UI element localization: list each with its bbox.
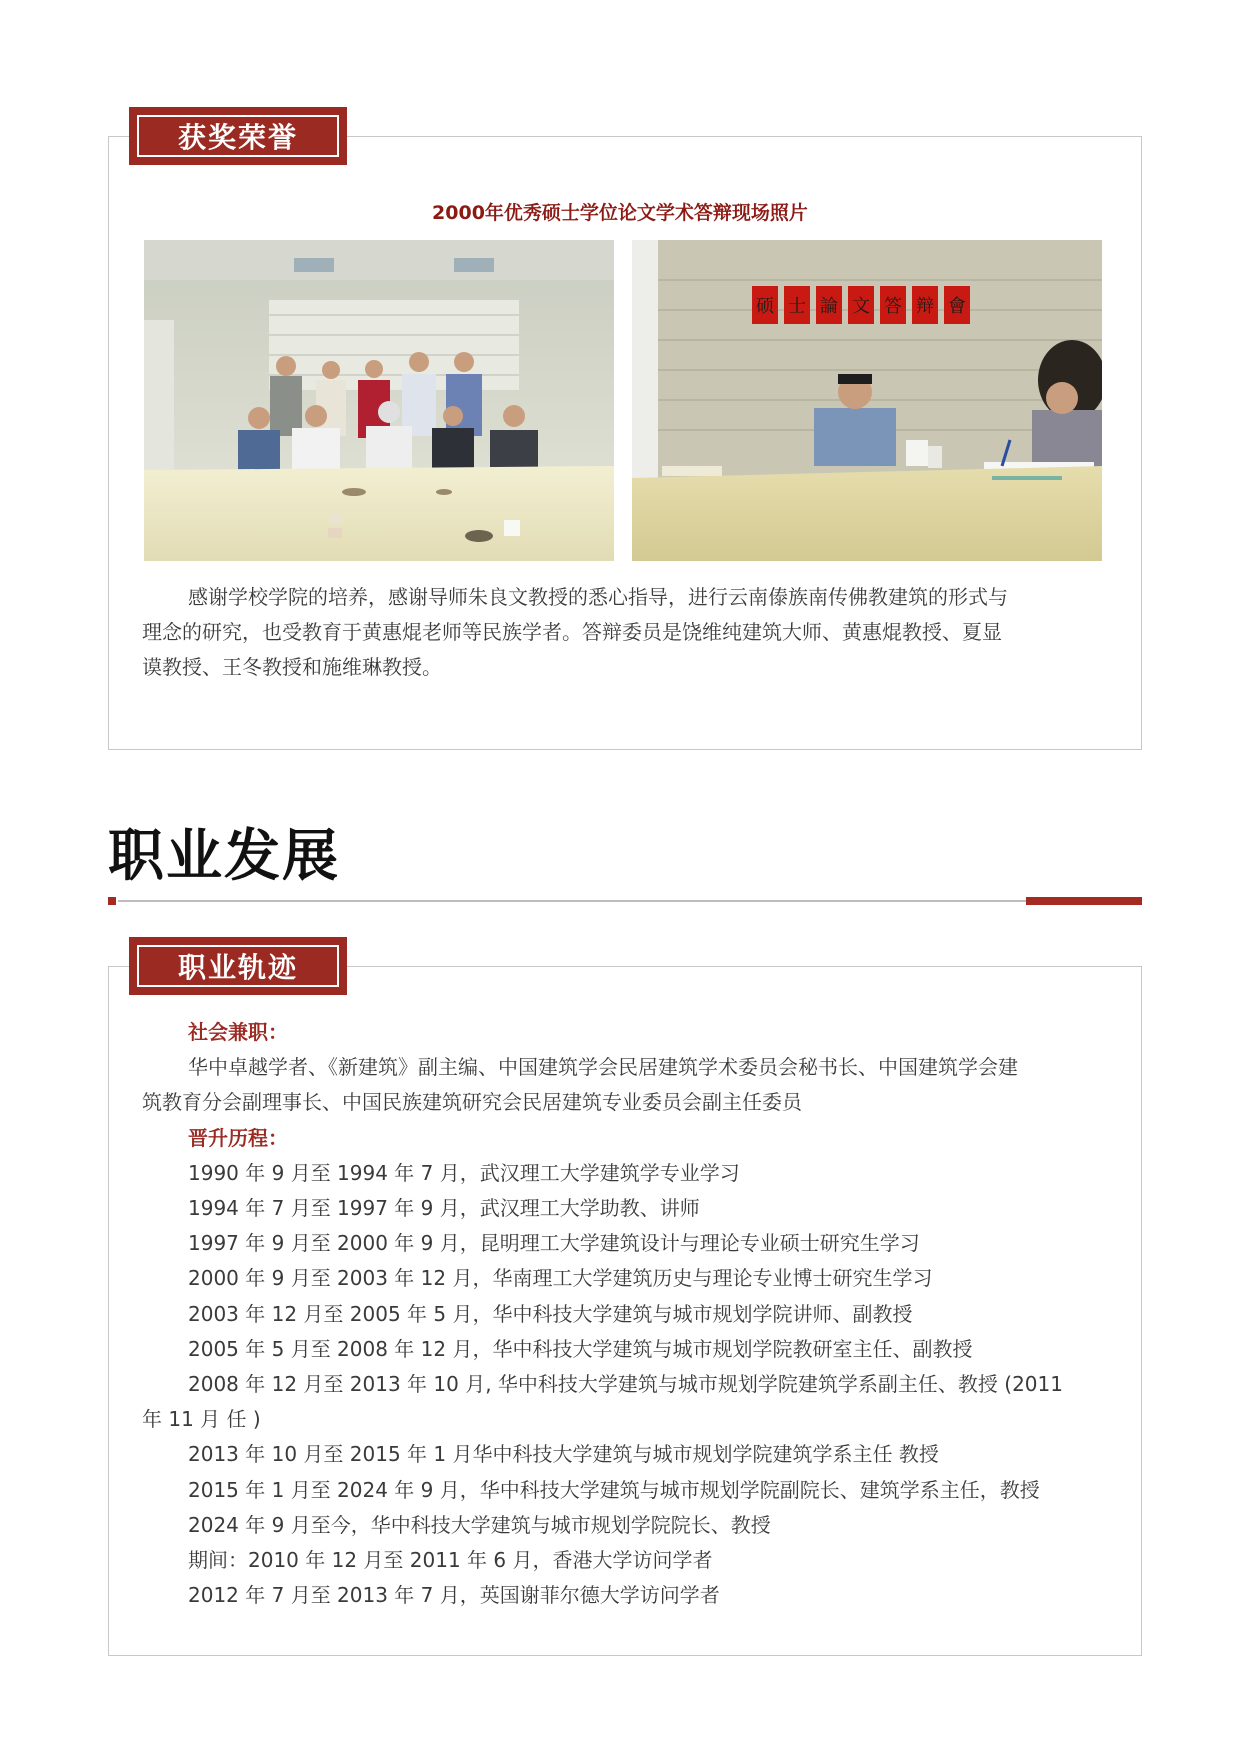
promotion-line: 2005 年 5 月至 2008 年 12 月，华中科技大学建筑与城市规划学院教研室主任、副教授 — [188, 1336, 973, 1361]
divider-dot — [108, 897, 116, 905]
svg-text:答: 答 — [884, 296, 902, 317]
svg-text:會: 會 — [948, 296, 966, 317]
defense-photo-image — [632, 240, 1102, 561]
svg-text:硕: 硕 — [756, 296, 774, 317]
svg-text:論: 論 — [820, 296, 838, 317]
awards-tab — [129, 107, 347, 165]
divider-line — [118, 900, 1026, 902]
promotion-heading: 晋升历程： — [188, 1125, 288, 1150]
svg-text:辩: 辩 — [916, 296, 934, 317]
promotion-line: 1994 年 7 月至 1997 年 9 月，武汉理工大学助教、讲师 — [188, 1196, 700, 1221]
svg-text:士: 士 — [788, 296, 806, 317]
group-photo — [144, 240, 614, 561]
career-content — [142, 1015, 1102, 1613]
svg-text:文: 文 — [852, 296, 870, 317]
awards-tab-label: 获奖荣誉 — [137, 115, 339, 157]
group-photo-image — [144, 240, 614, 561]
awards-paragraph — [142, 580, 1102, 685]
promotion-line: 2008 年 12 月至 2013 年 10 月, 华中科技大学建筑与城市规划学院建筑学系副主任、教授 (2011 — [188, 1372, 1063, 1397]
promotion-line: 2013 年 10 月至 2015 年 1 月华中科技大学建筑与城市规划学院建筑学系主任 教授 — [188, 1442, 939, 1467]
social-line: 筑教育分会副理事长、中国民族建筑研究会民居建筑专业委员会副主任委员 — [142, 1090, 802, 1115]
promotion-line: 1990 年 9 月至 1994 年 7 月，武汉理工大学建筑学专业学习 — [188, 1160, 740, 1185]
defense-photo — [632, 240, 1102, 561]
awards-paragraph-line: 理念的研究，也受教育于黄惠焜老师等民族学者。答辩委员是饶维纯建筑大师、黄惠焜教授、夏显 — [142, 620, 1002, 644]
divider-accent — [1026, 897, 1142, 905]
promotion-line: 2012 年 7 月至 2013 年 7 月，英国谢菲尔德大学访问学者 — [188, 1583, 720, 1608]
career-tab-label: 职业轨迹 — [137, 945, 339, 987]
social-line: 华中卓越学者、《新建筑》副主编、中国建筑学会民居建筑学术委员会秘书长、中国建筑学会建 — [188, 1055, 1018, 1080]
promotion-line: 1997 年 9 月至 2000 年 9 月，昆明理工大学建筑设计与理论专业硕士研究生学习 — [188, 1231, 920, 1256]
awards-paragraph-line: 感谢学校学院的培养，感谢导师朱良文教授的悉心指导，进行云南傣族南传佛教建筑的形式与 — [188, 585, 1008, 609]
promotion-line: 期间：2010 年 12 月至 2011 年 6 月，香港大学访问学者 — [188, 1548, 713, 1573]
photo-caption: 2000年优秀硕士学位论文学术答辩现场照片 — [432, 202, 808, 224]
promotion-line: 2024 年 9 月至今，华中科技大学建筑与城市规划学院院长、教授 — [188, 1512, 771, 1537]
section-title: 职业发展 — [108, 824, 340, 889]
promotion-line: 2015 年 1 月至 2024 年 9 月，华中科技大学建筑与城市规划学院副院长、建筑学系主任，教授 — [188, 1477, 1040, 1502]
promotion-line: 2003 年 12 月至 2005 年 5 月，华中科技大学建筑与城市规划学院讲师、副教授 — [188, 1301, 913, 1326]
awards-paragraph-line: 谟教授、王冬教授和施维琳教授。 — [142, 655, 442, 679]
promotion-line: 年 11 月 任 ) — [142, 1407, 261, 1432]
career-tab — [129, 937, 347, 995]
social-heading: 社会兼职： — [188, 1020, 288, 1044]
promotion-line: 2000 年 9 月至 2003 年 12 月，华南理工大学建筑历史与理论专业博士研究生学习 — [188, 1266, 933, 1291]
